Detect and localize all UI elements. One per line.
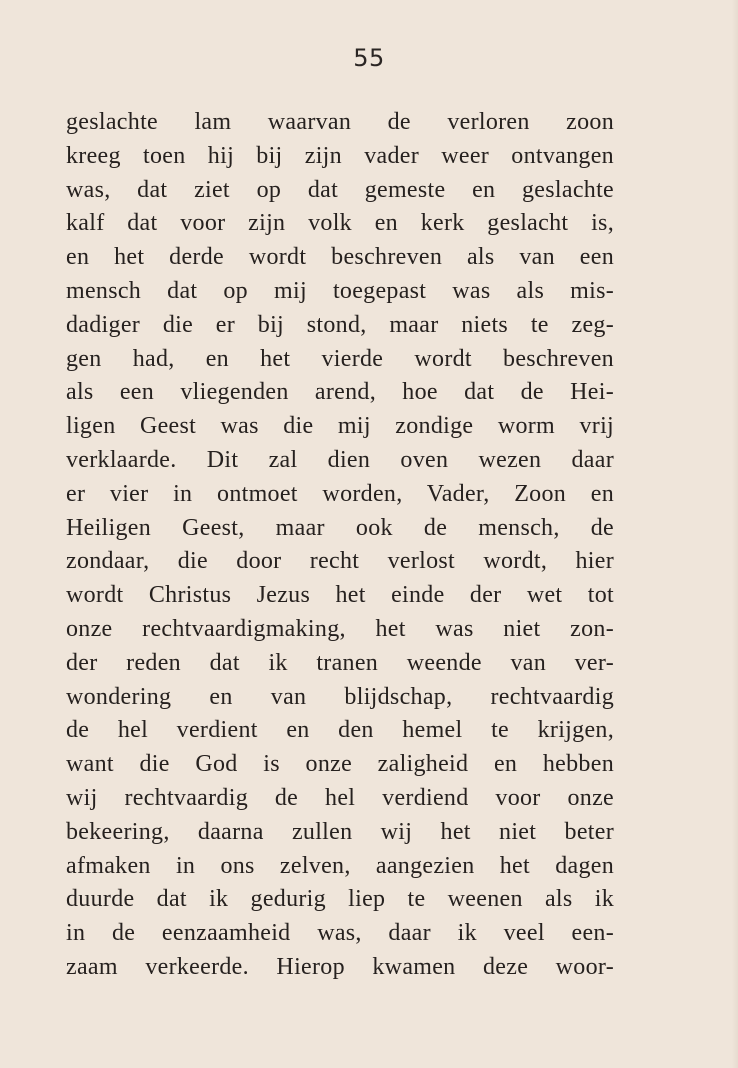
page-number: 55 (353, 44, 385, 72)
text-line: was, dat ziet op dat gemeste en geslachte (66, 176, 614, 203)
text-line: want die God is onze zaligheid en hebben (66, 751, 614, 778)
body-text (66, 106, 614, 985)
text-line: verklaarde. Dit zal dien oven wezen daar (66, 446, 614, 473)
text-line: wordt Christus Jezus het einde der wet tot (66, 582, 614, 609)
text-line: als een vliegenden arend, hoe dat de Hei- (66, 379, 614, 406)
text-line: kreeg toen hij bij zijn vader weer ontvangen (66, 142, 614, 169)
text-line: zaam verkeerde. Hierop kwamen deze woor- (66, 953, 614, 980)
text-line: dadiger die er bij stond, maar niets te zeg- (66, 311, 614, 338)
text-line: der reden dat ik tranen weende van ver- (66, 649, 614, 676)
text-line: ligen Geest was die mij zondige worm vrij (66, 413, 614, 440)
text-line: er vier in ontmoet worden, Vader, Zoon en (66, 480, 614, 507)
text-line: duurde dat ik gedurig liep te weenen als ik (66, 886, 614, 913)
text-line: de hel verdient en den hemel te krijgen, (66, 717, 614, 744)
text-line: in de eenzaamheid was, daar ik veel een- (66, 920, 614, 947)
text-line: onze rechtvaardigmaking, het was niet zon- (66, 615, 614, 642)
text-line: afmaken in ons zelven, aangezien het dagen (66, 852, 614, 879)
text-line: bekeering, daarna zullen wij het niet beter (66, 818, 614, 845)
text-line: geslachte lam waarvan de verloren zoon (66, 109, 614, 135)
text-line: en het derde wordt beschreven als van een (66, 244, 614, 271)
text-line: Heiligen Geest, maar ook de mensch, de (66, 514, 614, 541)
text-line: zondaar, die door recht verlost wordt, hier (66, 548, 614, 575)
text-line: kalf dat voor zijn volk en kerk geslacht is, (66, 210, 614, 237)
text-line: wij rechtvaardig de hel verdiend voor onze (66, 784, 614, 811)
page-edge (732, 0, 738, 1068)
text-line: wondering en van blijdschap, rechtvaardig (66, 683, 614, 710)
text-line: gen had, en het vierde wordt beschreven (66, 345, 614, 372)
text-line: mensch dat op mij toegepast was als mis- (66, 277, 614, 304)
